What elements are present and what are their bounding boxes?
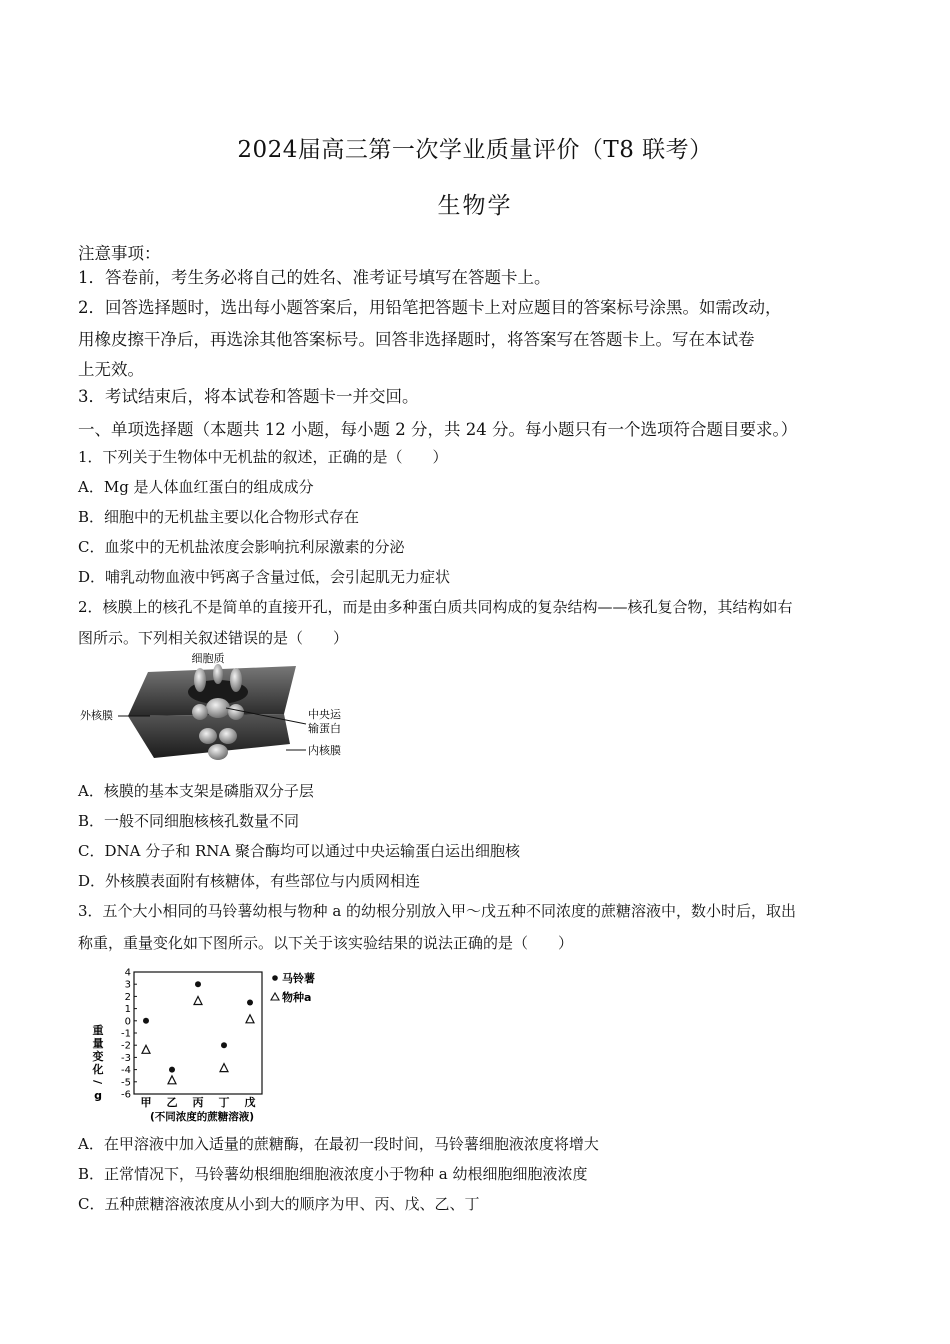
question-3-option-c: C．五种蔗糖溶液浓度从小到大的顺序为甲、丙、戊、乙、丁 [78, 1195, 480, 1213]
question-1-option-d: D．哺乳动物血液中钙离子含量过低，会引起肌无力症状 [78, 568, 451, 586]
notes-line: 2．回答选择题时，选出每小题答案后，用铅笔把答题卡上对应题目的答案标号涂黑。如需改动， [78, 298, 782, 317]
y-tick-label: 1 [124, 1004, 131, 1016]
question-2-option-d: D．外核膜表面附有核糖体，有些部位与内质网相连 [78, 872, 421, 890]
figure-label-inner-membrane: 内核膜 [308, 744, 341, 757]
question-3-stem: 称重，重量变化如下图所示。以下关于该实验结果的说法正确的是（ ） [78, 934, 574, 952]
y-tick-label: -6 [121, 1089, 131, 1101]
notes-line: 1．答卷前，考生务必将自己的姓名、准考证号填写在答题卡上。 [78, 268, 551, 287]
figure-label-cytoplasm: 细胞质 [191, 652, 225, 665]
question-2-option-a: A．核膜的基本支架是磷脂双分子层 [78, 782, 314, 800]
question-1-option-c: C．血浆中的无机盐浓度会影响抗利尿激素的分泌 [78, 538, 405, 556]
y-axis-label-char: g [94, 1089, 102, 1102]
question-3-option-a: A．在甲溶液中加入适量的蔗糖酶，在最初一段时间，马铃薯细胞液浓度将增大 [78, 1135, 599, 1153]
question-2-option-c: C．DNA 分子和 RNA 聚合酶均可以通过中央运输蛋白运出细胞核 [78, 842, 521, 860]
notes-line: 3．考试结束后，将本试卷和答题卡一并交回。 [78, 387, 419, 406]
y-tick-label: -4 [121, 1065, 131, 1077]
y-axis-label-char: 量 [92, 1037, 104, 1050]
y-tick-label: 4 [124, 967, 131, 979]
legend-marker-potato [272, 975, 278, 981]
question-2-option-b: B．一般不同细胞核核孔数量不同 [78, 812, 300, 830]
data-point-potato [143, 1018, 149, 1024]
data-point-potato [247, 1000, 253, 1006]
data-point-species-a [142, 1045, 150, 1053]
plot-frame [134, 972, 262, 1094]
data-point-species-a [220, 1064, 228, 1072]
legend-marker-species-a [271, 993, 279, 1000]
question-3-option-b: B．正常情况下，马铃薯幼根细胞细胞液浓度小于物种 a 幼根细胞细胞液浓度 [78, 1165, 588, 1183]
y-axis-label-char: 化 [92, 1063, 104, 1076]
exam-title: 2024届高三第一次学业质量评价（T8 联考） [237, 137, 713, 163]
data-point-potato [195, 981, 201, 987]
question-2-stem: 2．核膜上的核孔不是简单的直接开孔，而是由多种蛋白质共同构成的复杂结构——核孔复合物，其结构如右 [78, 598, 793, 616]
question-1-stem: 1．下列关于生物体中无机盐的叙述，正确的是（ ） [78, 448, 448, 466]
figure-label-central-transport: 中央运 [308, 708, 341, 721]
x-tick-label: 乙 [166, 1096, 178, 1109]
x-tick-label: 甲 [140, 1096, 152, 1109]
nuclear-pore-figure [78, 652, 358, 774]
notes-line: 用橡皮擦干净后，再选涂其他答案标号。回答非选择题时，将答案写在答题卡上。写在本试卷 [78, 330, 755, 349]
data-point-potato [169, 1067, 175, 1073]
figure-label-outer-membrane: 外核膜 [80, 709, 113, 722]
notes-line: 上无效。 [78, 360, 144, 379]
weight-change-chart [78, 962, 358, 1124]
legend-label-potato: 马铃薯 [282, 972, 315, 985]
x-tick-label: 戊 [244, 1096, 256, 1109]
y-axis-label-char: / [91, 1079, 104, 1085]
data-point-species-a [194, 997, 202, 1005]
x-axis-label: (不同浓度的蔗糖溶液) [149, 1111, 255, 1123]
notes-heading: 注意事项： [78, 244, 161, 263]
x-tick-label: 丙 [192, 1096, 204, 1109]
question-3-stem: 3．五个大小相同的马铃薯幼根与物种 a 的幼根分别放入甲～戊五种不同浓度的蔗糖溶液中，数小时后，取出 [78, 902, 797, 920]
y-tick-label: -3 [121, 1052, 131, 1064]
subject-title: 生物学 [437, 193, 513, 219]
y-tick-label: -1 [121, 1028, 131, 1040]
legend-label-species-a: 物种a [282, 991, 312, 1004]
section-heading: 一、单项选择题（本题共 12 小题，每小题 2 分，共 24 分。每小题只有一个选项符合题目要求。） [78, 420, 798, 439]
y-axis-label-char: 重 [92, 1024, 104, 1037]
data-point-species-a [168, 1076, 176, 1084]
y-tick-label: -2 [121, 1040, 131, 1052]
question-1-option-a: A．Mg 是人体血红蛋白的组成成分 [78, 478, 314, 496]
y-tick-label: 3 [124, 979, 131, 991]
question-2-stem: 图所示。下列相关叙述错误的是（ ） [78, 629, 349, 647]
figure-label-central-transport: 输蛋白 [308, 722, 341, 735]
y-tick-label: 2 [124, 991, 131, 1003]
data-point-species-a [246, 1015, 254, 1023]
question-1-option-b: B．细胞中的无机盐主要以化合物形式存在 [78, 508, 360, 526]
x-tick-label: 丁 [218, 1096, 230, 1109]
data-point-potato [221, 1042, 227, 1048]
y-tick-label: -5 [121, 1077, 131, 1089]
y-axis-label-char: 变 [92, 1050, 104, 1063]
y-tick-label: 0 [124, 1016, 131, 1028]
